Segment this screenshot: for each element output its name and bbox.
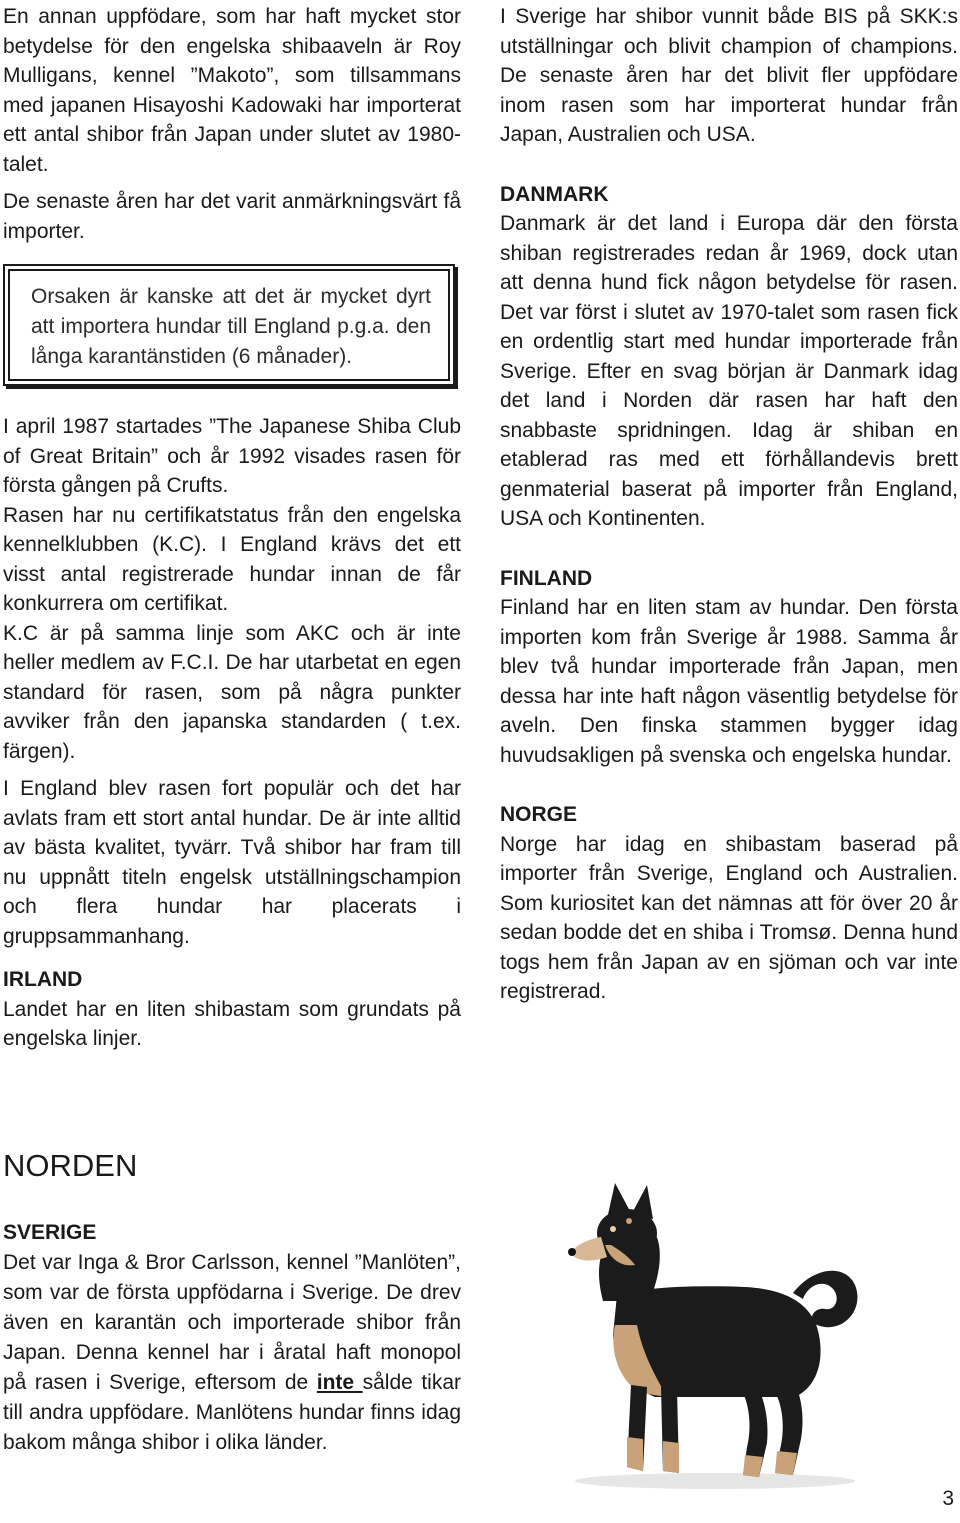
- sverige-text-start: Det var Inga & Bror Carlsson, kennel ”Manlöten”, som var de första uppfödarna i Sverige. De drev även en karantän och importerade shibor från Japan. Denna kennel har i åratal haft monopol på rasen i Sverige, eftersom de: [3, 1250, 461, 1394]
- paragraph-england-popular: I England blev rasen fort populär och det har avlats fram ett stort antal hundar. De är inte alltid av bästa kvalitet, tyvärr. Två shibor har fram till nu uppnått titeln engelsk utställningschampion och flera hundar har placerats i gruppsammanhang.: [3, 777, 461, 948]
- paragraph-finland: Finland har en liten stam av hundar. Den första importen kom från Sverige år 1988. Samma år blev två hundar importerade från Japan, men dessa har inte haft någon väsentlig betydelse för aveln. Den finska stammen bygger idag huvudsakligen på svenska och engelska hundar.: [500, 596, 958, 767]
- eyebrow-spot: [626, 1218, 632, 1224]
- ground-shadow: [575, 1473, 855, 1489]
- paragraph-norge: Norge har idag en shibastam baserad på importer från Sverige, England och Australien. Som kuriositet kan det nämnas att för över 20 år sedan bodde det en shiba i Tromsø. Denna hund togs hem från Japan av en sjöman och var inte registrerad.: [500, 832, 958, 1003]
- paragraph-roy-mulligan: En annan uppfödare, som har haft mycket stor betydelse för den engelska shibaaveln är Roy Mulligans, kennel ”Makoto”, som tillsammans med japanen Hisayoshi Kadowaki har importerat ett antal shibor från Japan under slutet av 1980-talet.: [3, 5, 461, 176]
- callout-quarantine: Orsaken är kanske att det är mycket dyrt att importera hundar till England p.g.a. den långa karantänstiden (6 månader).: [3, 264, 455, 386]
- left-column: [3, 2, 461, 1054]
- front-paw-right: [663, 1441, 679, 1473]
- dog-head: [597, 1209, 657, 1257]
- sverige-section: [3, 1218, 461, 1458]
- paragraph-certificate-status: Rasen har nu certifikatstatus från den engelska kennelklubben (K.C). I England krävs det ett visst antal registrerade hundar innan de får konkurrera om certifikat.: [3, 503, 461, 615]
- paragraph-sverige: [3, 1248, 461, 1458]
- paragraph-kc-akc: K.C är på samma linje som AKC och är inte heller medlem av F.C.I. De har utarbetat en egen standard för rasen, som på några punkter avviker från den japanska standarden ( t.ex. färgen).: [3, 621, 461, 763]
- muzzle: [571, 1237, 607, 1260]
- nose: [568, 1248, 576, 1256]
- eye: [610, 1226, 616, 1232]
- sverige-text-end: sålde tikar till andra uppfödare. Manlötens hundar finns idag bakom många shibor i olika länder.: [3, 1370, 462, 1454]
- front-paw-left: [627, 1437, 643, 1471]
- heading-danmark: DANMARK: [500, 182, 609, 206]
- heading-irland: IRLAND: [3, 968, 83, 991]
- paragraph-sverige-champions: I Sverige har shibor vunnit både BIS på SKK:s utställningar och blivit champion of champions. De senaste åren har det blivit fler uppfödare inom rasen som har importerat hundar från Japan, Australien och USA.: [500, 5, 958, 146]
- right-column: [500, 2, 958, 1007]
- heading-sverige: SVERIGE: [3, 1221, 97, 1244]
- paragraph-few-imports: De senaste åren har det varit anmärkningsvärt få importer.: [3, 190, 461, 243]
- heading-norge: NORGE: [500, 803, 578, 826]
- dog-drawing: [545, 1175, 880, 1495]
- paragraph-danmark: Danmark är det land i Europa där den första shiban registrerades redan år 1969, dock utan att denna hund fick någon betydelse för rasen. Det var först i slutet av 1970-talet som rasen fick en ordentlig start med hundar importerade från Sverige. Efter en svag början är Danmark idag det land i Norden där rasen har haft den snabbaste spridningen. Idag är shiban en etablerad ras med ett förhållandevis brett genmaterial baserat på importer från England, USA och Kontinenten.: [500, 212, 958, 530]
- heading-finland: FINLAND: [500, 566, 593, 590]
- section-title-norden: NORDEN: [3, 1148, 138, 1183]
- emphasis-inte: inte: [316, 1370, 363, 1394]
- shiba-dog-illustration: [545, 1175, 880, 1495]
- paragraph-shiba-club: I april 1987 startades ”The Japanese Shiba Club of Great Britain” och år 1992 visades rasen för första gången på Crufts.: [3, 415, 461, 497]
- paragraph-irland: Landet har en liten shibastam som grundats på engelska linjer.: [3, 997, 461, 1050]
- page-number: 3: [942, 1487, 954, 1510]
